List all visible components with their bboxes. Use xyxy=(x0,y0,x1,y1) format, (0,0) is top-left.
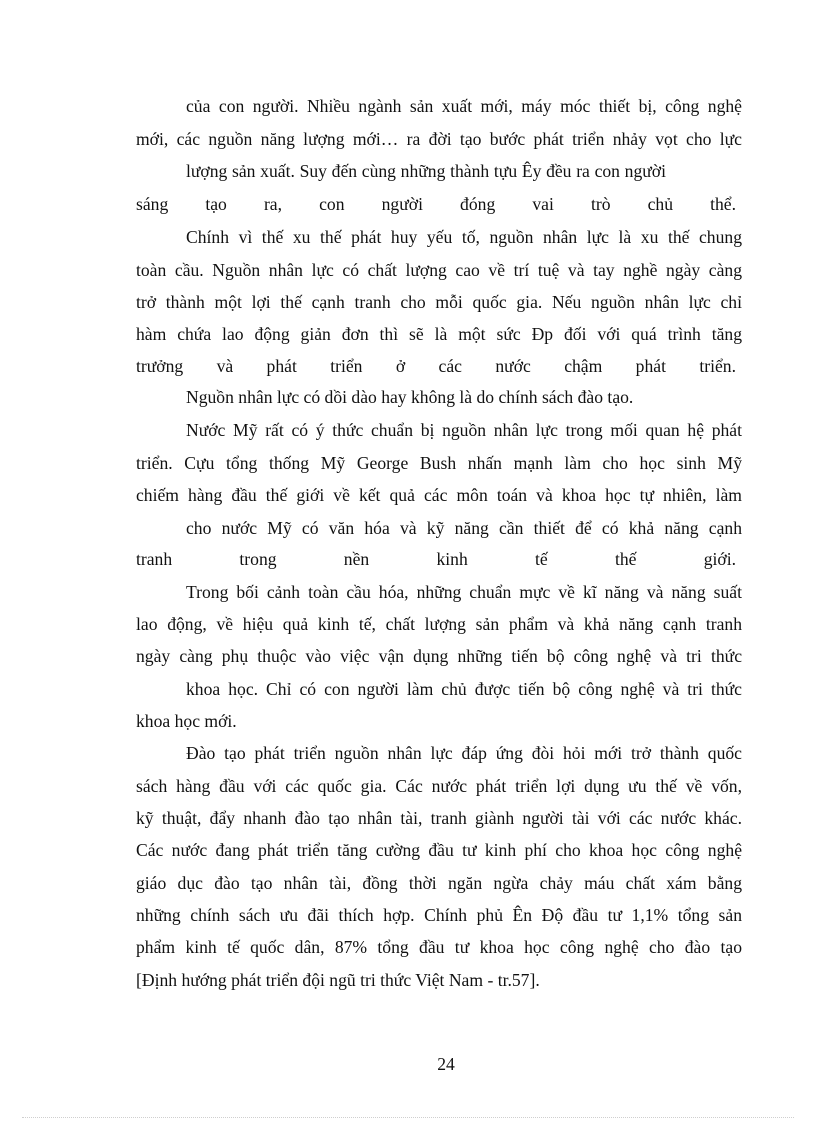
text-line: Nguồn nhân lực có dồi dào hay không là do chính sách đào tạo. xyxy=(186,387,634,407)
text-line: khoa học. Chỉ có con người làm chủ được tiến bộ công nghệ và tri thức xyxy=(186,679,742,699)
page-bottom-rule xyxy=(22,1117,794,1118)
text-line: Nước Mỹ rất có ý thức chuẩn bị nguồn nhân lực trong mối quan hệ phát xyxy=(186,420,742,440)
text-line: [Định hướng phát triển đội ngũ tri thức Việt Nam - tr.57]. xyxy=(136,970,540,990)
text-line: triển. Cựu tổng thống Mỹ George Bush nhấn mạnh làm cho học sinh Mỹ xyxy=(136,453,742,473)
text-line: giáo dục đào tạo nhân tài, đồng thời ngăn ngừa chảy máu chất xám bằng xyxy=(136,873,742,893)
text-line: lao động, về hiệu quả kinh tế, chất lượng sản phẩm và khả năng cạnh tranh xyxy=(136,614,742,634)
text-line: của con người. Nhiều ngành sản xuất mới, máy móc thiết bị, công nghệ xyxy=(186,96,742,116)
text-line: cho nước Mỹ có văn hóa và kỹ năng cần thiết để có khả năng cạnh xyxy=(186,518,742,538)
text-line: sáng tạo ra, con người đóng vai trò chủ thể. xyxy=(136,194,736,214)
text-line: toàn cầu. Nguồn nhân lực có chất lượng cao về trí tuệ và tay nghề ngày càng xyxy=(136,260,742,280)
text-line: Trong bối cảnh toàn cầu hóa, những chuẩn mực về kĩ năng và năng suất xyxy=(186,582,742,602)
text-line: hàm chứa lao động giản đơn thì sẽ là một sức Ðp đối với quá trình tăng xyxy=(136,324,742,344)
text-line: những chính sách ưu đãi thích hợp. Chính phủ Ên Độ đầu tư 1,1% tổng sản xyxy=(136,905,742,925)
text-line: kỹ thuật, đẩy nhanh đào tạo nhân tài, tranh giành người tài với các nước khác. xyxy=(136,808,742,828)
text-line: chiếm hàng đầu thế giới về kết quả các môn toán và khoa học tự nhiên, làm xyxy=(136,485,742,505)
text-line: Đào tạo phát triển nguồn nhân lực đáp ứng đòi hỏi mới trở thành quốc xyxy=(186,743,742,763)
text-line: Chính vì thế xu thế phát huy yếu tố, nguồn nhân lực là xu thế chung xyxy=(186,227,742,247)
text-line: khoa học mới. xyxy=(136,711,237,731)
text-line: trưởng và phát triển ở các nước chậm phát triển. xyxy=(136,356,736,376)
text-line: tranh trong nền kinh tế thế giới. xyxy=(136,549,736,569)
text-line: phẩm kinh tế quốc dân, 87% tổng đầu tư khoa học công nghệ cho đào tạo xyxy=(136,937,742,957)
text-line: ngày càng phụ thuộc vào việc vận dụng những tiến bộ công nghệ và tri thức xyxy=(136,646,742,666)
text-line: trở thành một lợi thế cạnh tranh cho mỗi quốc gia. Nếu nguồn nhân lực chỉ xyxy=(136,292,742,312)
text-line: mới, các nguồn năng lượng mới… ra đời tạo bước phát triển nhảy vọt cho lực xyxy=(136,129,742,149)
text-line: Các nước đang phát triển tăng cường đầu tư kinh phí cho khoa học công nghệ xyxy=(136,840,742,860)
page-number: 24 xyxy=(437,1054,455,1074)
text-line: sách hàng đầu với các quốc gia. Các nước phát triển lợi dụng ưu thế về vốn, xyxy=(136,776,742,796)
text-line: lượng sản xuất. Suy đến cùng những thành tựu Êy đều ra con người xyxy=(186,161,666,181)
